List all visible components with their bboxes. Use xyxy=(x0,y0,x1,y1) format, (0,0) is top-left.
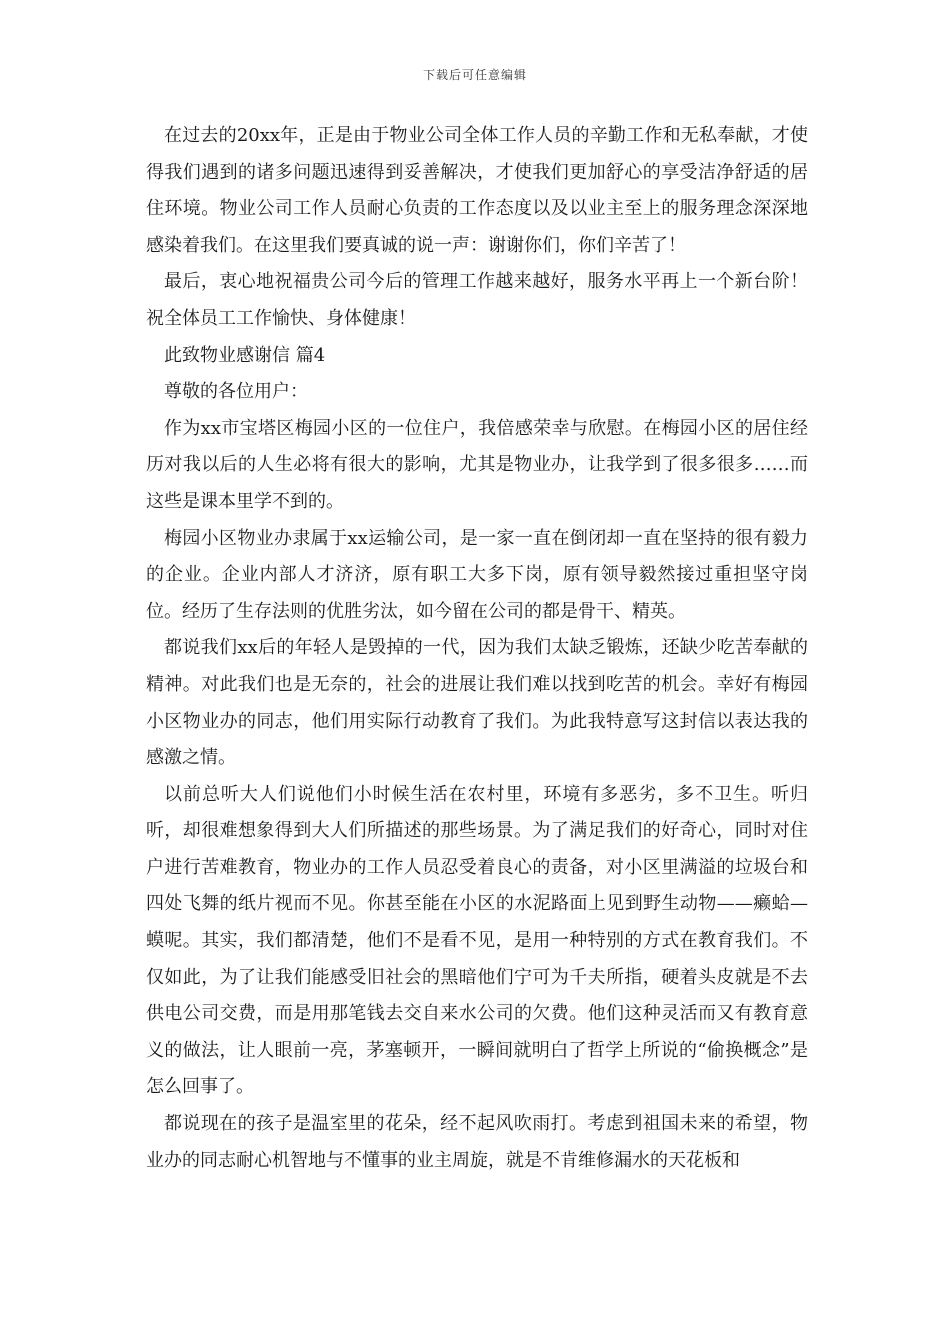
document-body xyxy=(146,118,808,1179)
paragraph-gratitude: 在过去的20xx年，正是由于物业公司全体工作人员的辛勤工作和无私奉献，才使得我们遇到的诸多问题迅速得到妥善解决，才使我们更加舒心的享受洁净舒适的居住环境。物业公司工作人员耐心负责的工作态度以及以业主至上的服务理念深深地感染着我们。在这里我们要真诚的说一声：谢谢你们，你们辛苦了！ xyxy=(146,125,808,256)
paragraph-environment: 以前总听大人们说他们小时候生活在农村里，环境有多恶劣，多不卫生。听归听，却很难想象得到大人们所描述的那些场景。为了满足我们的好奇心，同时对住户进行苦难教育，物业办的工作人员忍受着良心的责备，对小区里满溢的垃圾台和四处飞舞的纸片视而不见。你甚至能在小区的水泥路面上见到野生动物——癞蛤—蟆呢。其实，我们都清楚，他们不是看不见，是用一种特别的方式在教育我们。不仅如此，为了让我们能感受旧社会的黑暗他们宁可为千夫所指，硬着头皮就是不去供电公司交费，而是用那笔钱去交自来水公司的欠费。他们这种灵活而又有教育意义的做法，让人眼前一亮，茅塞顿开，一瞬间就明白了哲学上所说的“偷换概念”是怎么回事了。 xyxy=(146,783,808,1098)
paragraph-closing-wishes: 最后，衷心地祝福贵公司今后的管理工作越来越好，服务水平再上一个新台阶！祝全体员工工作愉快、身体健康！ xyxy=(146,271,808,329)
salutation: 尊敬的各位用户： xyxy=(164,381,308,403)
paragraph-young-people: 都说我们xx后的年轻人是毁掉的一代，因为我们太缺乏锻炼，还缺少吃苦奉献的精神。对此我们也是无奈的，社会的进展让我们难以找到吃苦的机会。幸好有梅园小区物业办的同志，他们用实际行动教育了我们。为此我特意写这封信以表达我的感激之情。 xyxy=(146,637,808,769)
paragraph-company: 梅园小区物业办隶属于xx运输公司，是一家一直在倒闭却一直在坚持的很有毅力的企业。企业内部人才济济，原有职工大多下岗，原有领导毅然接过重担坚守岗位。经历了生存法则的优胜劣汰，如今留在公司的都是骨干、精英。 xyxy=(146,527,808,622)
paragraph-greenhouse: 都说现在的孩子是温室里的花朵，经不起风吹雨打。考虑到祖国未来的希望，物业办的同志耐心机智地与不懂事的业主周旋，就是不肯维修漏水的天花板和 xyxy=(146,1113,808,1171)
paragraph-intro: 作为xx市宝塔区梅园小区的一位住户，我倍感荣幸与欣慰。在梅园小区的居住经历对我以后的人生必将有很大的影响，尤其是物业办，让我学到了很多很多……而这些是课本里学不到的。 xyxy=(146,417,808,512)
page-header: 下载后可任意编辑 xyxy=(422,68,527,82)
section-heading: 此致物业感谢信 篇4 xyxy=(164,344,326,366)
